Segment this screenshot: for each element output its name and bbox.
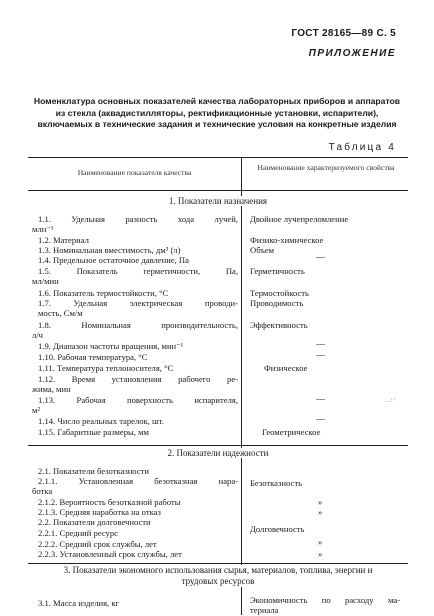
row-2-2-2-property: » — [318, 537, 323, 547]
row-1-14-property: — — [316, 414, 325, 424]
row-1-4-property: — — [316, 252, 325, 262]
row-1-15-property: Геометрическое — [262, 427, 321, 437]
row-3-1-property: Экономичность по расходу ма- — [250, 595, 400, 605]
row-2-2-3: 2.2.3. Установленный срок службы, лет — [38, 549, 182, 559]
row-2-2: 2.2. Показатели долговечности — [38, 517, 151, 527]
row-1-2-property: Физико-химическое — [250, 235, 324, 245]
row-1-15: 1.15. Габаритные размеры, мм — [38, 427, 149, 437]
row-2-2-2: 2.2.2. Средний срок службы, лет — [38, 539, 157, 549]
row-2-1-2: 2.1.2. Вероятность безотказной работы — [38, 497, 181, 507]
row-1-6: 1.6. Показатель термостойкости, °С — [38, 288, 169, 298]
section-purpose — [28, 196, 408, 206]
appendix-label: ПРИЛОЖЕНИЕ — [308, 48, 396, 59]
row-1-10-property: — — [316, 350, 325, 360]
row-2-1-1-cont: ботка — [32, 486, 53, 496]
row-1-3: 1.3. Номинальная вместимость, дм³ (л) — [38, 245, 181, 255]
column-header-indicator: Наименование показателя качества — [77, 168, 192, 177]
row-1-10: 1.10. Рабочая температура, °С — [38, 352, 148, 362]
row-1-12-unit: жима, мин — [32, 384, 71, 394]
row-2-1-1: 2.1.1. Установленная безотказная нара- — [38, 476, 238, 486]
row-1-5-property: Герметичность — [250, 266, 305, 276]
row-3-1: 3.1. Масса изделия, кг — [38, 598, 120, 608]
row-1-8: 1.8. Номинальная производительность, — [38, 320, 238, 330]
section-economy: 3. Показатели экономного использования сырья, материалов, топлива, энергии и трудовых ресурсов — [60, 565, 376, 587]
section-reliability-rule — [28, 445, 408, 446]
column-header-property: Наименование характеризуемого свойства — [257, 163, 395, 172]
row-1-11: 1.11. Температура теплоносителя, °С — [38, 363, 174, 373]
section-economy-rule — [28, 563, 408, 564]
section-reliability-label: 2. Показатели надежности — [164, 448, 273, 458]
standard-header: ГОСТ 28165—89 С. 5 — [291, 28, 396, 39]
row-1-1: 1.1. Удельная разность хода лучей, — [38, 214, 238, 224]
document-title: Номенклатура основных показателей качества лабораторных приборов и аппаратов из стекла (аквадистилляторы, ректификационные установки, испарители), включаемых в технические задания и технические условия на конкретные изделия — [33, 96, 401, 129]
row-1-8-unit: л/ч — [32, 330, 43, 340]
row-2-1-3: 2.1.3. Средняя наработка на отказ — [38, 507, 161, 517]
row-1-5-unit: мл/мин — [32, 276, 59, 286]
row-1-13: 1.13. Рабочая поверхность испарителя, — [38, 395, 238, 405]
table-header-rule — [28, 190, 408, 191]
row-1-7-unit: мость, См/м — [38, 308, 83, 318]
row-1-13-unit: м² — [32, 405, 41, 415]
row-1-7: 1.7. Удельная электрическая проводи- — [38, 298, 238, 308]
row-1-1-unit: млн⁻¹ — [32, 224, 54, 234]
row-2-1-1-property: Безотказность — [250, 478, 302, 488]
row-2-1-2-property: » — [318, 497, 323, 507]
row-1-7-property: Проводимость — [250, 298, 304, 308]
row-1-14: 1.14. Число реальных тарелок, шт. — [38, 416, 164, 426]
row-1-13-property: — — [316, 394, 325, 404]
row-1-12: 1.12. Время установления рабочего ре- — [38, 374, 238, 384]
row-2-1-3-property: » — [318, 507, 323, 517]
table-top-rule — [28, 157, 408, 158]
row-1-8-property: Эффективность — [250, 320, 308, 330]
row-3-1-property-cont: териала — [250, 605, 279, 615]
row-2-1: 2.1. Показатели безотказности — [38, 466, 149, 476]
row-2-2-3-property: » — [318, 549, 323, 559]
row-1-9: 1.9. Диапазон частоты вращения, мин⁻¹ — [38, 341, 184, 351]
column-divider — [241, 157, 242, 615]
row-1-11-property: Физическое — [264, 363, 308, 373]
row-1-9-property: — — [316, 339, 325, 349]
row-1-5: 1.5. Показатель герметичности, Па, — [38, 266, 238, 276]
row-1-1-property: Двойное лучепреломление — [250, 214, 349, 224]
section-purpose-label: 1. Показатели назначения — [165, 196, 271, 206]
table-label: Таблица 4 — [328, 142, 396, 153]
row-1-6-property: Термостойкость — [250, 288, 309, 298]
row-2-2-1: 2.2.1. Средний ресурс — [38, 528, 118, 538]
row-2-2-1-property: Долговечность — [250, 524, 305, 534]
section-reliability — [28, 448, 408, 458]
scan-speck: . . : ' — [385, 398, 396, 404]
row-1-3-property: Объем — [250, 245, 275, 255]
row-1-2: 1.2. Материал — [38, 235, 89, 245]
row-1-4: 1.4. Предельное остаточное давление, Па — [38, 255, 189, 265]
